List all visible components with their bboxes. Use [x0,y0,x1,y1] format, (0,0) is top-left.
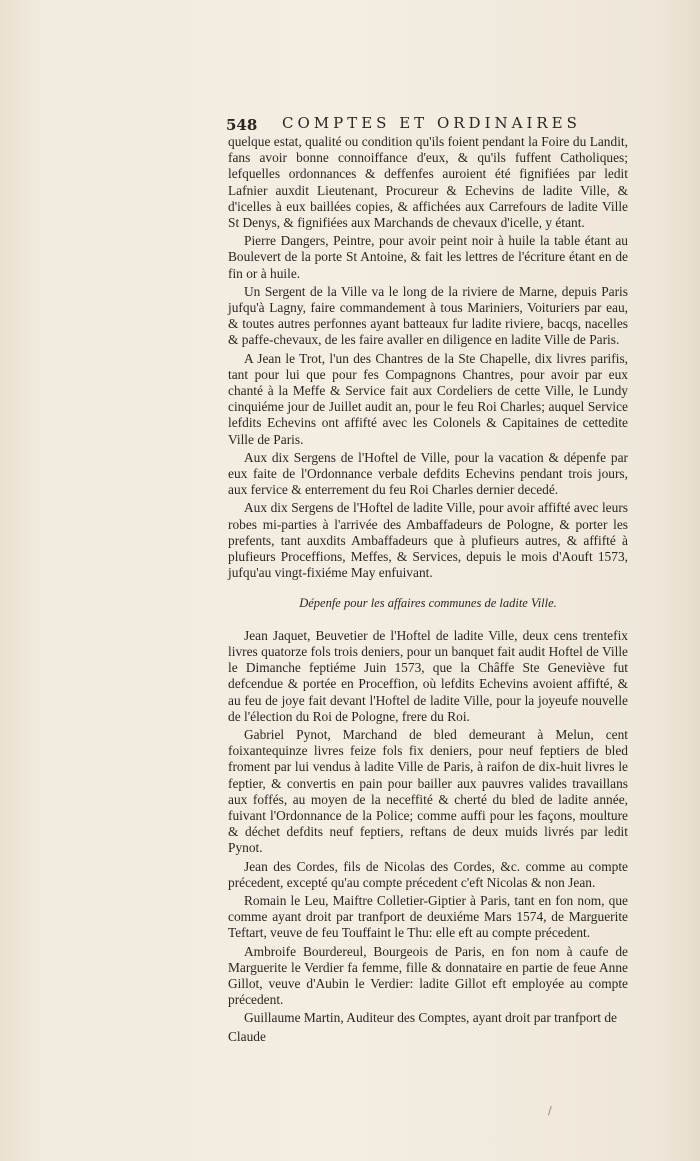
catchword: Claude [228,1028,266,1044]
paragraph: Pierre Dangers, Peintre, pour avoir peint noir à huile la table étant au Boulevert de la porte St Antoine, & fait les lettres de l'écriture étant en de fin or à huile. [228,233,628,281]
paragraph: quelque estat, qualité ou condition qu'ils foient pendant la Foire du Landit, fans avoir bonne connoiffance d'eux, & qu'ils fuffent Catholiques; lefquelles ordonnances & deffenfes auroient été fignifiées par ledit Lafnier auxdit Lieutenant, Procureur & Echevins de ladite Ville, & d'icelles à eux baillées copies, & affichées aux Carrefours de ladite Ville St Denys, & fignifiées aux Marchands de chevaux d'icelle, y étant. [228,134,628,231]
paragraph: Jean Jaquet, Beuvetier de l'Hoftel de ladite Ville, deux cens trentefix livres quatorze fols trois deniers, pour un banquet fait audit Hoftel de Ville le Dimanche feptiéme Juin 1573, que la Châffe Ste Geneviève fut defcendue & portée en Proceffion, où lefdits Echevins avoient affifté, & au feu de joye fait devant l'Hoftel de ladite Ville, pour la joyeufe nouvelle de l'élection du Roi de Pologne, frere du Roi. [228,627,628,724]
paragraph: Aux dix Sergens de l'Hoftel de Ville, pour la vacation & dépenfe par eux faite de l'Ordonnance verbale defdits Echevins pendant trois jours, aux fervice & enterrement du feu Roi Charles dernier decedé. [228,449,628,498]
paragraph: Jean des Cordes, fils de Nicolas des Cordes, &c. comme au compte précedent, excepté qu'au compte précedent c'eft Nicolas & non Jean. [228,858,628,890]
paragraph: Aux dix Sergens de l'Hoftel de ladite Ville, pour avoir affifté avec leurs robes mi-parties à l'arrivée des Ambaffadeurs de Pologne, & porter les prefents, tant auxdits Ambaffadeurs que à plufieurs autres, & affifté à plufieurs Proceffions, Meffes, & Services, depuis le mois d'Aouft 1573, jufqu'au vingt-fixiéme May enfuivant. [228,500,628,581]
body-text [228,134,628,1047]
paragraph: A Jean le Trot, l'un des Chantres de la Ste Chapelle, dix livres parifis, tant pour lui que pour fes Compagnons Chantres, pour avoir par eux chanté à la Meffe & Service fait aux Cordeliers de cette Ville, le Lundy cinquiéme jour de Juillet audit an, pour le feu Roi Charles; auquel Service lefdits Echevins ont affifté avec les Colonels & Capitaines de cettedite Ville de Paris. [228,350,628,447]
page-number: 548 [226,116,258,134]
paragraph: Un Sergent de la Ville va le long de la riviere de Marne, depuis Paris jufqu'à Lagny, faire commandement à tous Mariniers, Voituriers par eau, & toutes autres perfonnes ayant batteaux fur ladite riviere, bacqs, nacelles & paffe-chevaux, de les faire avaller en diligence en ladite Ville de Paris. [228,283,628,348]
page-mark: / [548,1104,552,1117]
page-header [226,114,606,136]
paragraph: Guillaume Martin, Auditeur des Comptes, ayant droit par tranfport de [244,1010,617,1026]
paragraph: Gabriel Pynot, Marchand de bled demeurant à Melun, cent foixantequinze livres feize fols fix deniers, pour neuf feptiers de bled froment par lui vendus à ladite Ville de Paris, à raifon de dix-huit livres le feptier, & convertis en pain pour bailler aux pauvres valides travaillans aux foffés, au moyen de la neceffité & cherté du bled de ladite année, fuivant l'Ordonnance de la Police; comme auffi pour les façons, moulture & déchet defdits neuf feptiers, reftans de deux muids livrés par ledit Pynot. [228,726,628,856]
paragraph: Ambroife Bourdereul, Bourgeois de Paris, en fon nom à caufe de Marguerite le Verdier fa femme, fille & donnataire en partie de feue Anne Gillot, veuve d'Aubin le Verdier: ladite Gillot eft employée au compte précedent. [228,943,628,1008]
running-title: COMPTES ET ORDINAIRES [282,114,581,132]
section-heading: Dépenfe pour les affaires communes de ladite Ville. [299,596,557,611]
paragraph: Romain le Leu, Maiftre Colletier-Giptier à Paris, tant en fon nom, que comme ayant droit par tranfport de deuxiéme Mars 1574, de Marguerite Teftart, veuve de feu Touffaint le Thu: elle eft au compte précedent. [228,892,628,941]
